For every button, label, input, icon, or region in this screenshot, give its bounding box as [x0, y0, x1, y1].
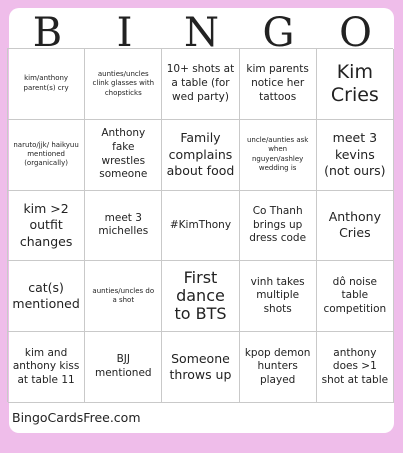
bingo-cell[interactable]: dô noise table competition	[317, 261, 394, 332]
bingo-cell[interactable]: Anthony fake wrestles someone	[85, 120, 162, 191]
bingo-cell[interactable]: Someone throws up	[162, 332, 239, 403]
bingo-cell[interactable]: anthony does >1 shot at table	[317, 332, 394, 403]
bingo-cell[interactable]: kpop demon hunters played	[240, 332, 317, 403]
bingo-cell[interactable]: meet 3 michelles	[85, 191, 162, 262]
bingo-grid	[7, 48, 393, 402]
header-letter-n: N	[184, 9, 219, 56]
bingo-cell[interactable]: 10+ shots at a table (for wed party)	[162, 49, 239, 120]
bingo-cell[interactable]: kim parents notice her tattoos	[240, 49, 317, 120]
bingo-cell[interactable]: kim/anthony parent(s) cry	[8, 49, 85, 120]
bingo-cell[interactable]: kim and anthony kiss at table 11	[8, 332, 85, 403]
site-footer: BingoCardsFree.com	[12, 410, 141, 425]
bingo-cell[interactable]: aunties/uncles clink glasses with chopsticks	[85, 49, 162, 120]
bingo-cell[interactable]: cat(s) mentioned	[8, 261, 85, 332]
bingo-cell[interactable]: #KimThony	[162, 191, 239, 262]
header-letter-o: O	[339, 9, 372, 56]
bingo-cell[interactable]: naruto/jjk/ haikyuu mentioned (organically)	[8, 120, 85, 191]
bingo-cell[interactable]: Kim Cries	[317, 49, 394, 120]
bingo-cell[interactable]: Anthony Cries	[317, 191, 394, 262]
bingo-cell[interactable]: Co Thanh brings up dress code	[240, 191, 317, 262]
header-letter-i: I	[116, 9, 133, 56]
bingo-cell[interactable]: vinh takes multiple shots	[240, 261, 317, 332]
header-letter-g: G	[262, 9, 295, 56]
bingo-cell[interactable]: uncle/aunties ask when nguyen/ashley wedding is	[240, 120, 317, 191]
bingo-cell[interactable]: kim >2 outfit changes	[8, 191, 85, 262]
bingo-cell[interactable]: First dance to BTS	[162, 261, 239, 332]
bingo-cell[interactable]: meet 3 kevins (not ours)	[317, 120, 394, 191]
bingo-cell[interactable]: aunties/uncles do a shot	[85, 261, 162, 332]
header-letter-b: B	[32, 9, 63, 56]
bingo-cell[interactable]: Family complains about food	[162, 120, 239, 191]
bingo-cell[interactable]: BJJ mentioned	[85, 332, 162, 403]
